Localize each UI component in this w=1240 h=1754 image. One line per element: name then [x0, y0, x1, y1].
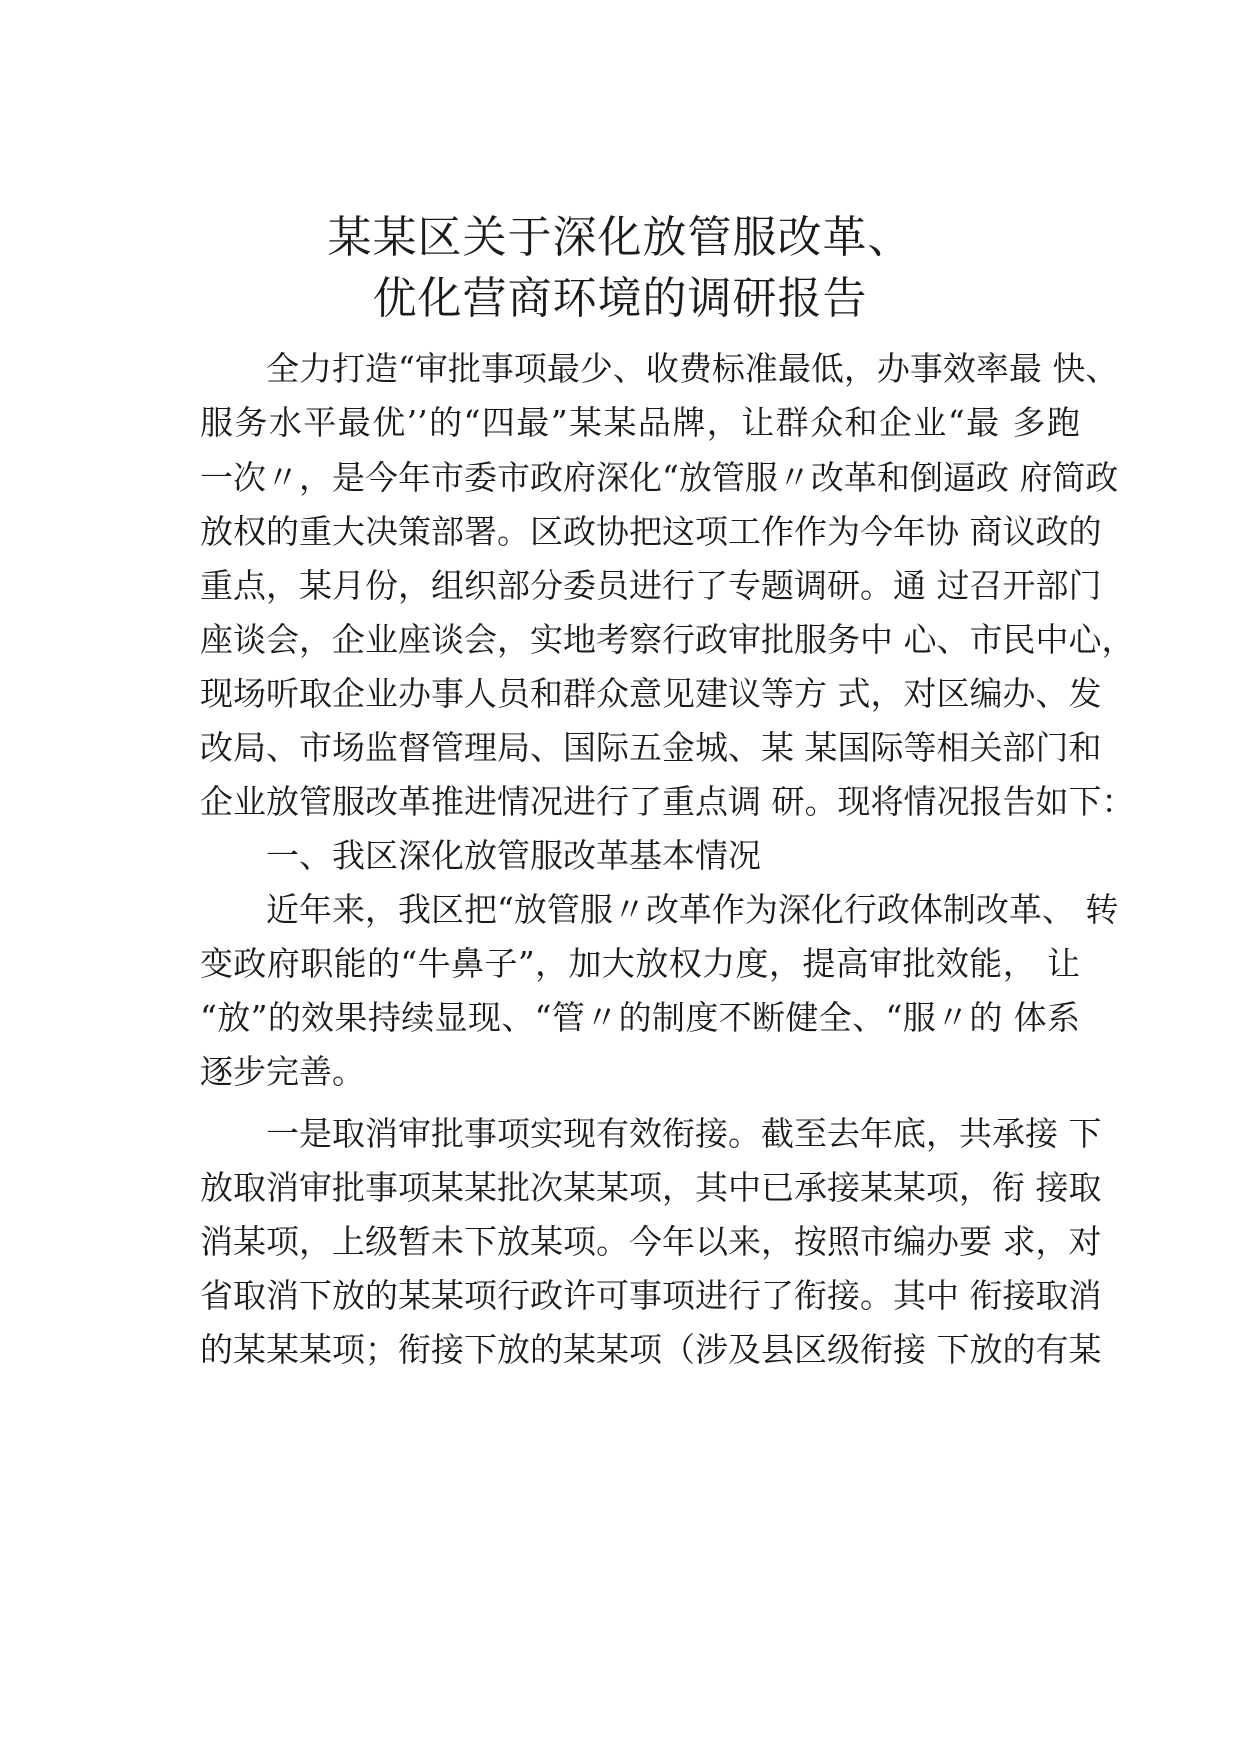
- paragraph-1-line-6: 座谈会，企业座谈会，实地考察行政审批服务中 心、市民中心，: [200, 620, 1135, 659]
- paragraph-1-line-2: 服务水平最优’’的“四最”某某品牌，让群众和企业“最 多跑: [200, 403, 1080, 442]
- document-title-line-1: 某某区关于深化放管服改革、: [327, 212, 913, 263]
- paragraph-3-line-4: 省取消下放的某某项行政许可事项进行了衔接。其中 衔接取消: [200, 1276, 1102, 1315]
- paragraph-2-line-1: 近年来，我区把“放管服〃改革作为深化行政体制改革、 转: [266, 890, 1119, 929]
- paragraph-2-line-4: 逐步完善。: [200, 1052, 365, 1091]
- paragraph-1-line-3: 一次〃，是今年市委市政府深化“放管服〃改革和倒逼政 府简政: [200, 458, 1119, 497]
- paragraph-2-line-2: 变政府职能的“牛鼻子”，加大放权力度，提高审批效能， 让: [200, 944, 1080, 983]
- paragraph-1-line-1: 全力打造“审批事项最少、收费标准最低，办事效率最 快、: [266, 349, 1119, 388]
- paragraph-1-line-5: 重点，某月份，组织部分委员进行了专题调研。通 过召开部门: [200, 566, 1102, 605]
- document-title-line-2: 优化营商环境的调研报告: [372, 273, 868, 324]
- paragraph-1-line-4: 放权的重大决策部署。区政协把这项工作作为今年协 商议政的: [200, 512, 1102, 551]
- paragraph-3-line-2: 放取消审批事项某某批次某某项，其中已承接某某项，衔 接取: [200, 1168, 1102, 1207]
- paragraph-3-line-3: 消某项，上级暂未下放某项。今年以来，按照市编办要 求，对: [200, 1222, 1102, 1261]
- paragraph-3-line-5: 的某某某项；衔接下放的某某项（涉及县区级衔接 下放的有某: [200, 1330, 1102, 1369]
- paragraph-3-line-1: 一是取消审批事项实现有效衔接。截至去年底，共承接 下: [266, 1114, 1102, 1153]
- paragraph-2-line-3: “放”的效果持续显现、“管〃的制度不断健全、“服〃的 体系: [200, 998, 1080, 1037]
- section-heading-1: 一、我区深化放管服改革基本情况: [266, 836, 761, 875]
- paragraph-1-line-7: 现场听取企业办事人员和群众意见建议等方 式，对区编办、发: [200, 674, 1102, 713]
- paragraph-1-line-8: 改局、市场监督管理局、国际五金城、某 某国际等相关部门和: [200, 728, 1102, 767]
- paragraph-1-line-9: 企业放管服改革推进情况进行了重点调 研。现将情况报告如下：: [200, 782, 1135, 821]
